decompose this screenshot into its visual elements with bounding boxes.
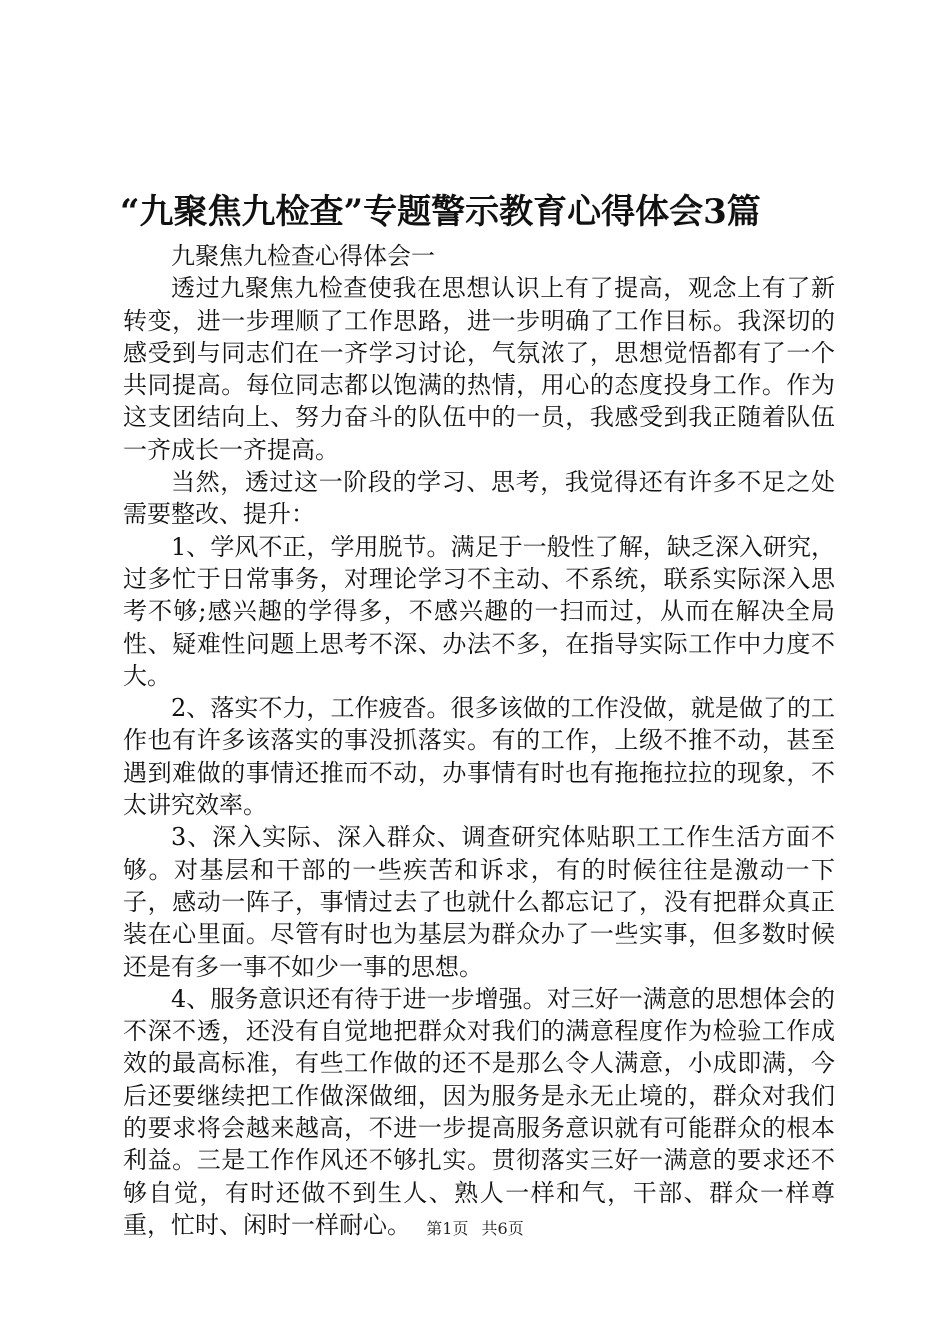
page-footer [0,1218,950,1240]
paragraph: 透过九聚焦九检查使我在思想认识上有了提高，观念上有了新转变，进一步理顺了工作思路，进一步明确了工作目标。我深切的感受到与同志们在一齐学习讨论，气氛浓了，思想觉悟都有了一个共同提高。每位同志都以饱满的热情，用心的态度投身工作。作为这支团结向上、努力奋斗的队伍中的一员，我感受到我正随着队伍一齐成长一齐提高。 [123,274,835,464]
paragraph: 3、深入实际、深入群众、调查研究体贴职工工作生活方面不够。对基层和干部的一些疾苦和诉求，有的时候往往是激动一下子，感动一阵子，事情过去了也就什么都忘记了，没有把群众真正装在心里面。尽管有时也为基层为群众办了一些实事，但多数时候还是有多一事不如少一事的思想。 [123,823,835,981]
paragraph: 4、服务意识还有待于进一步增强。对三好一满意的思想体会的不深不透，还没有自觉地把群众对我们的满意程度作为检验工作成效的最高标准，有些工作做的还不是那么令人满意，小成即满，今后还要继续把工作做深做细，因为服务是永无止境的，群众对我们的要求将会越来越高，不进一步提高服务意识就有可能群众的根本利益。三是工作作风还不够扎实。贯彻落实三好一满意的要求还不够自觉，有时还做不到生人、熟人一样和气，干部、群众一样尊重，忙时、闲时一样耐心。 [123,984,835,1239]
section-subtitle: 九聚焦九检查心得体会一 [171,242,435,270]
document-body [123,240,835,1241]
document-title: “九聚焦九检查”专题警示教育心得体会3篇 [120,192,761,232]
paragraph: 2、落实不力，工作疲沓。很多该做的工作没做，就是做了的工作也有许多该落实的事没抓落实。有的工作，上级不推不动，甚至遇到难做的事情还推而不动，办事情有时也有拖拖拉拉的现象，不太讲究效率。 [123,694,835,820]
paragraph: 当然，透过这一阶段的学习、思考，我觉得还有许多不足之处需要整改、提升： [123,468,835,529]
page-number: 第1页 [426,1219,469,1238]
paragraph: 1、学风不正，学用脱节。满足于一般性了解，缺乏深入研究，过多忙于日常事务，对理论学习不主动、不系统，联系实际深入思考不够;感兴趣的学得多，不感兴趣的一扫而过，从而在解决全局性、疑难性问题上思考不深、办法不多，在指导实际工作中力度不大。 [123,532,835,690]
page-total: 共6页 [481,1219,524,1238]
